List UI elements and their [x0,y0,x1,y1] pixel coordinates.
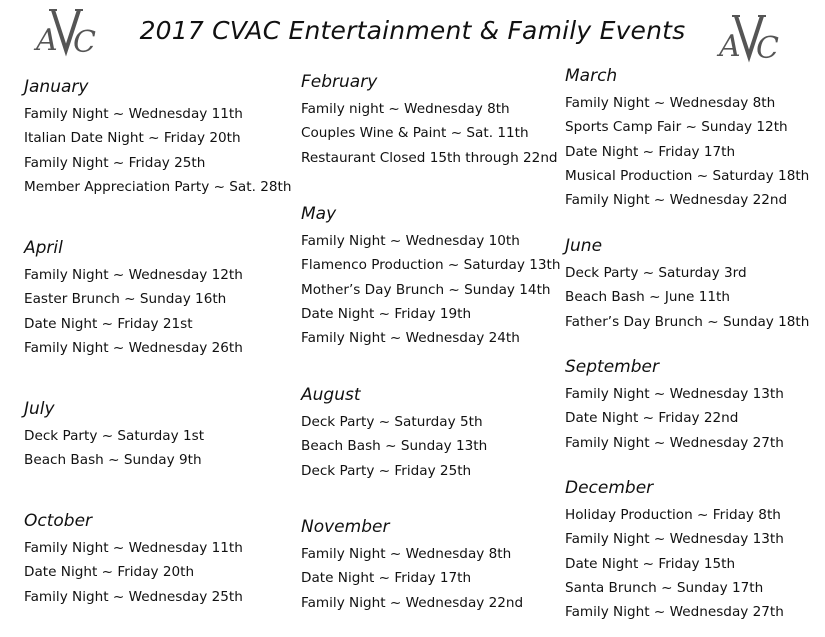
event-item: Family Night ~ Wednesday 11th [24,540,243,556]
event-list [565,261,809,334]
month-heading: August [301,385,361,405]
event-item: Beach Bash ~ Sunday 13th [301,438,488,455]
month-heading: November [301,517,390,537]
event-item: Family Night ~ Wednesday 8th [565,95,776,111]
month-heading: June [565,236,603,256]
event-item: Member Appreciation Party ~ Sat. 28th [24,178,292,195]
event-item: Family Night ~ Wednesday 24th [301,330,520,347]
month-heading: July [24,399,55,419]
event-item: Date Night ~ Friday 15th [565,555,736,572]
event-item: Musical Production ~ Saturday 18th [565,167,810,184]
event-item: Family Night ~ Wednesday 13th [565,531,784,548]
event-list [565,91,809,212]
svg-text:C: C [756,31,779,64]
month-section-august [301,382,487,483]
event-item: Family Night ~ Wednesday 22nd [301,594,524,611]
event-item: Family Night ~ Wednesday 10th [301,233,520,249]
event-list [24,102,291,199]
event-item: Family Night ~ Wednesday 8th [301,546,512,562]
month-heading: March [565,66,618,86]
month-section-june [565,233,809,334]
event-item: Restaurant Closed 15th through 22nd [301,149,558,166]
event-item: Date Night ~ Friday 17th [301,570,472,587]
event-item: Deck Party ~ Saturday 1st [24,428,205,444]
event-item: Date Night ~ Friday 20th [24,564,195,581]
month-heading: May [301,204,337,224]
event-item: Family Night ~ Wednesday 22nd [565,192,788,209]
month-heading: February [301,72,378,92]
event-list [565,382,784,455]
event-item: Father’s Day Brunch ~ Sunday 18th [565,313,810,330]
event-item: Sports Camp Fair ~ Sunday 12th [565,119,788,136]
month-section-march [565,63,809,212]
month-section-april [24,235,243,360]
event-item: Family Night ~ Wednesday 27th [565,604,784,621]
event-item: Deck Party ~ Saturday 5th [301,414,483,430]
month-section-january [24,74,291,199]
event-item: Family night ~ Wednesday 8th [301,101,510,117]
svg-text:A: A [36,23,58,58]
event-item: Deck Party ~ Saturday 3rd [565,265,747,281]
month-section-december [565,475,784,624]
event-item: Date Night ~ Friday 19th [301,305,472,322]
event-item: Couples Wine & Paint ~ Sat. 11th [301,125,529,142]
month-section-may [301,201,560,350]
event-list [24,263,243,360]
month-section-september [565,354,784,455]
month-heading: December [565,478,654,498]
month-section-october [24,508,243,609]
month-section-november [301,514,523,615]
event-item: Family Night ~ Friday 25th [24,154,206,171]
event-item: Family Night ~ Wednesday 11th [24,106,243,122]
event-list [24,424,204,473]
month-heading: October [24,511,93,531]
event-item: Deck Party ~ Friday 25th [301,462,472,479]
event-item: Date Night ~ Friday 17th [565,143,736,160]
event-list [301,410,487,483]
event-item: Family Night ~ Wednesday 26th [24,339,243,356]
page-title: 2017 CVAC Entertainment & Family Events [139,16,686,45]
event-item: Italian Date Night ~ Friday 20th [24,130,241,147]
event-item: Family Night ~ Wednesday 27th [565,434,784,451]
event-item: Family Night ~ Wednesday 13th [565,386,784,402]
svg-text:A: A [719,29,741,64]
month-heading: January [24,77,89,97]
event-item: Beach Bash ~ Sunday 9th [24,452,202,469]
event-item: Mother’s Day Brunch ~ Sunday 14th [301,281,551,298]
svg-text:C: C [73,25,96,58]
event-list [301,542,523,615]
event-item: Date Night ~ Friday 21st [24,315,193,332]
month-section-july [24,396,204,473]
event-list [301,97,558,170]
event-item: Family Night ~ Wednesday 12th [24,267,243,283]
event-item: Easter Brunch ~ Sunday 16th [24,291,227,308]
event-item: Family Night ~ Wednesday 25th [24,588,243,605]
month-heading: September [565,357,659,377]
event-list [565,503,784,624]
month-section-february [301,69,558,170]
event-item: Santa Brunch ~ Sunday 17th [565,579,764,596]
event-item: Date Night ~ Friday 22nd [565,410,739,427]
event-item: Beach Bash ~ June 11th [565,289,730,306]
event-list [24,536,243,609]
event-item: Holiday Production ~ Friday 8th [565,507,781,523]
month-heading: April [24,238,63,258]
event-list [301,229,560,350]
event-item: Flamenco Production ~ Saturday 13th [301,257,561,274]
